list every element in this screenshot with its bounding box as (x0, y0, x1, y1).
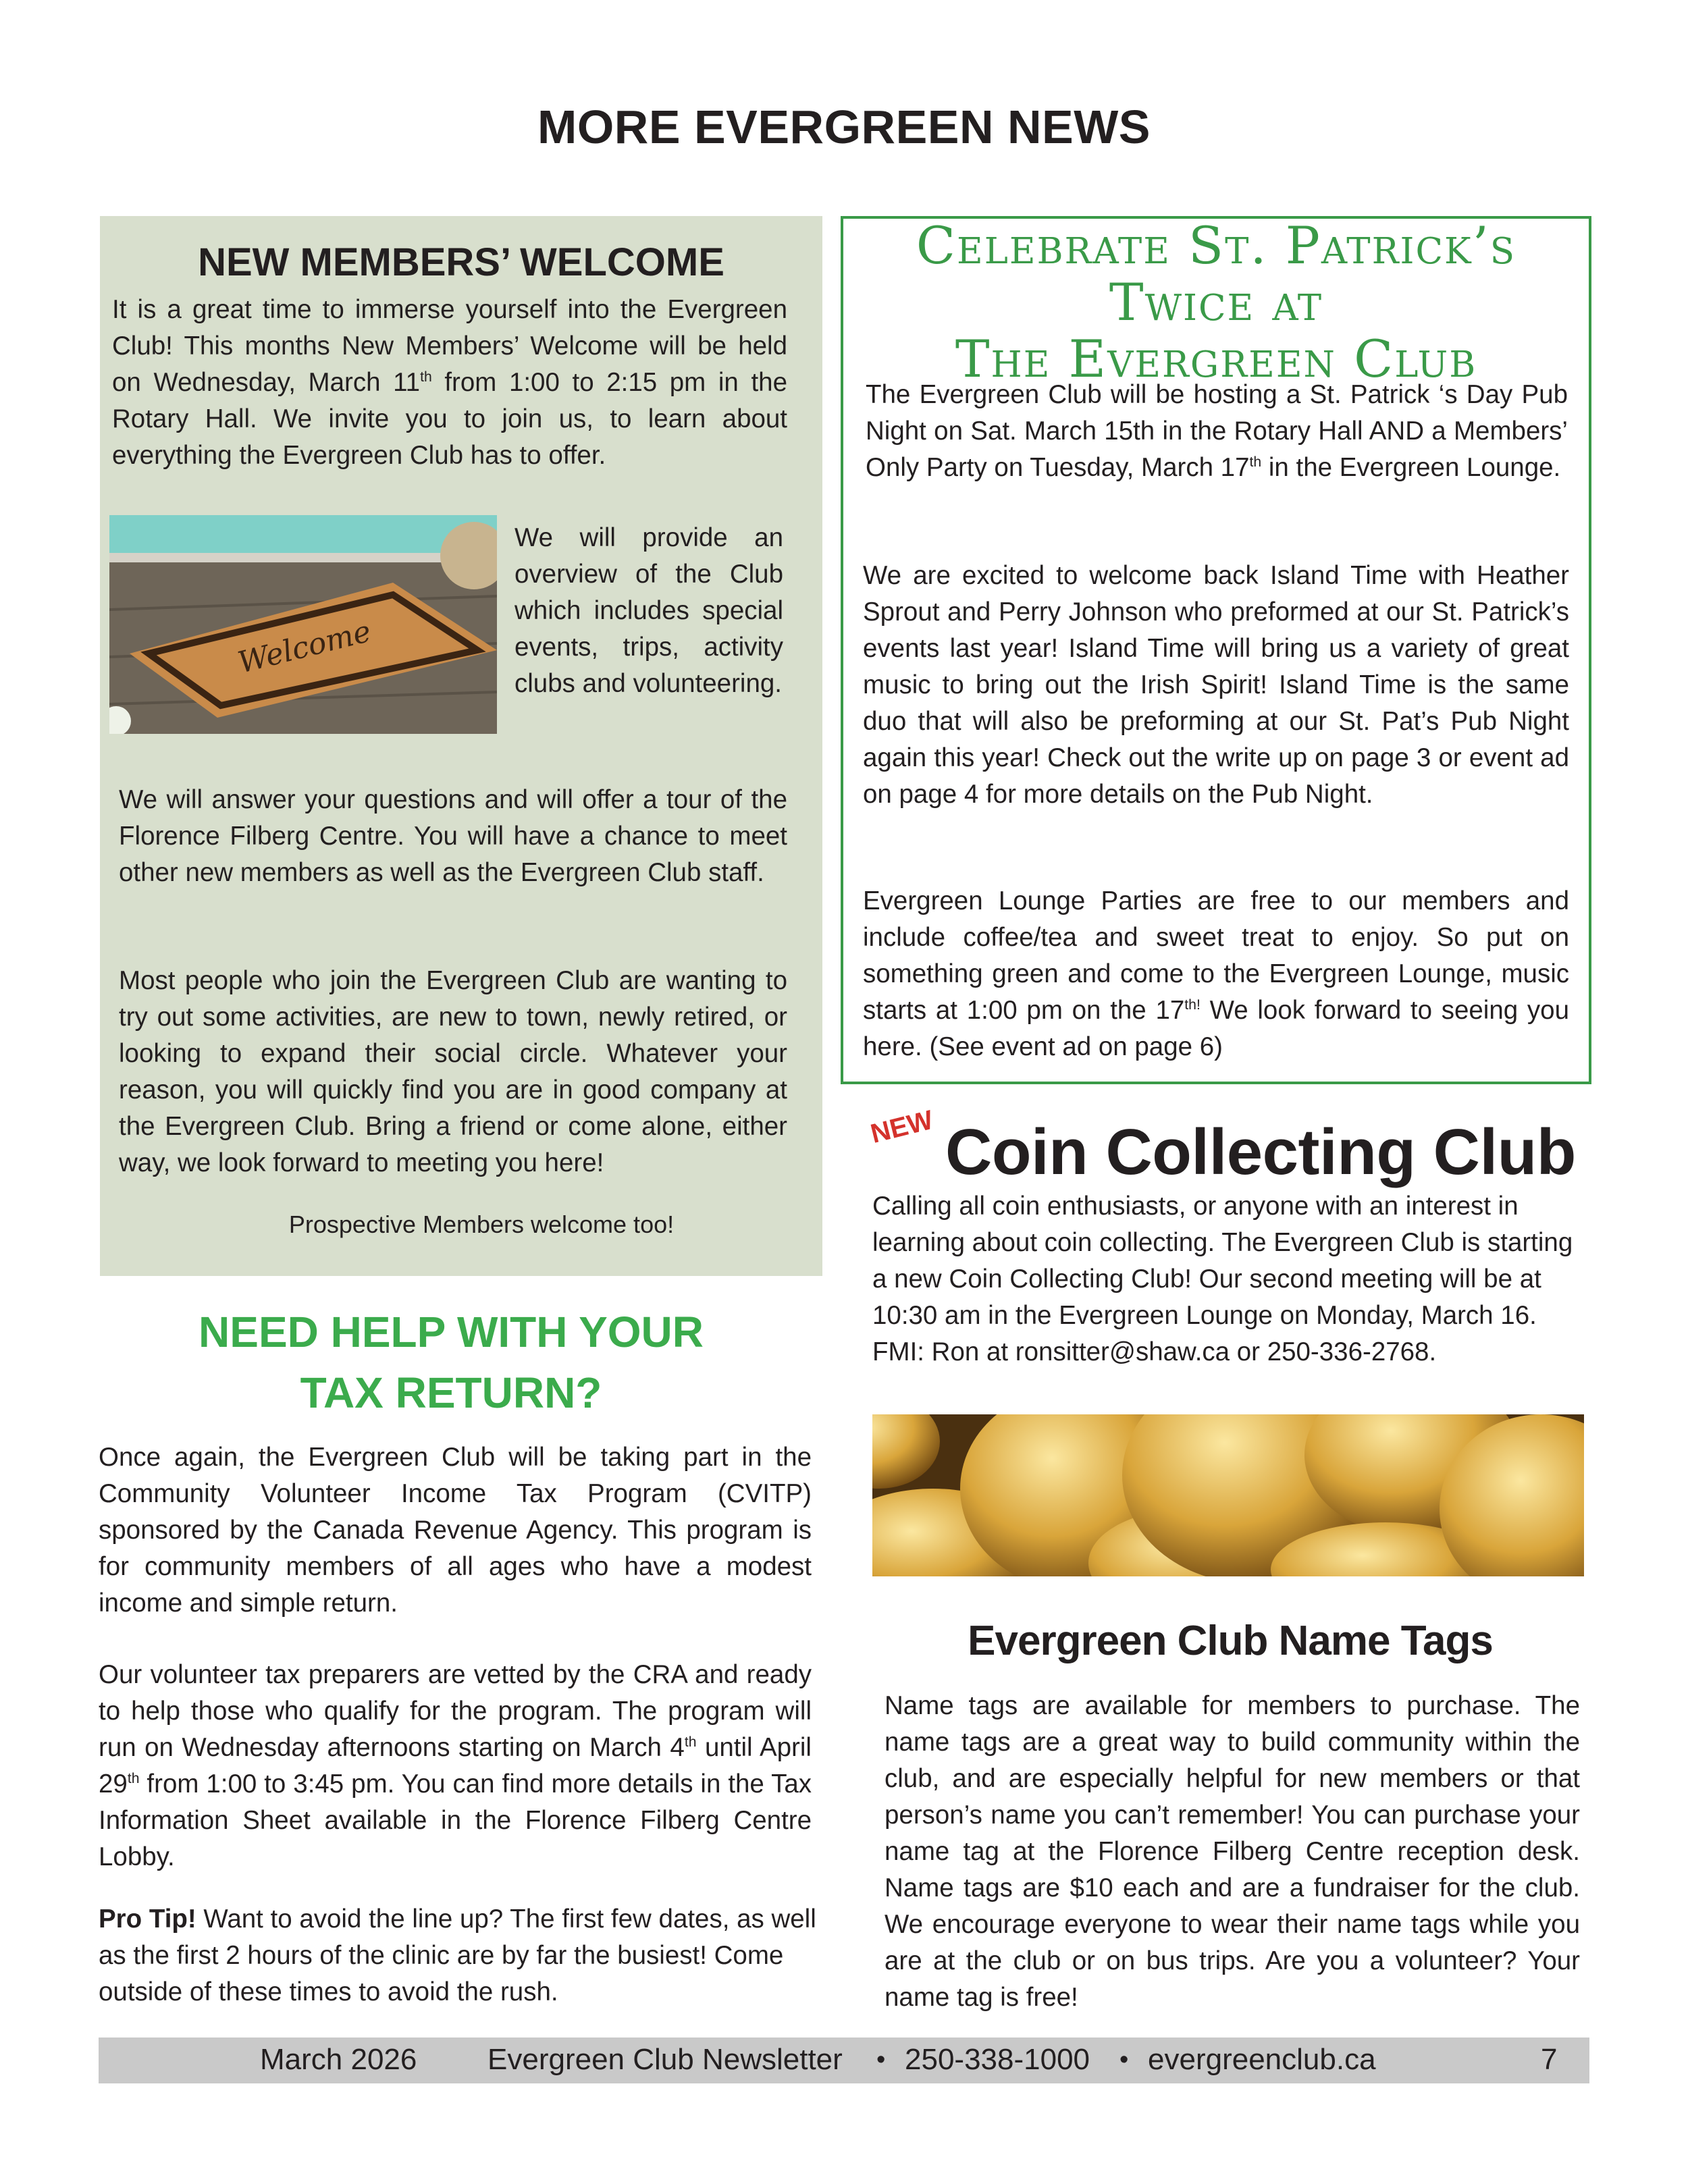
new-members-intro: It is a great time to immerse yourself into the Evergreen Club! This months New Members’ Welcome will be held on Wednesday, March 11th from 1:00 to 2:15 pm in the Rotary Hall. We invite you to join us, to learn about everything the Evergreen Club has to offer. (112, 295, 787, 470)
footer-phone: 250-338-1000 (905, 2043, 1090, 2076)
welcome-mat-image (109, 515, 497, 734)
welcome-mat-text: Welcome (234, 614, 375, 681)
new-members-reasons: Most people who join the Evergreen Club are wanting to try out some activities, are new to town, newly retired, or looking to expand their social circle. Whatever your reason, you will quickly find you are in good company at the Evergreen Club. Bring a friend or come alone, either way, we look forward to meeting you here! (119, 966, 787, 1177)
new-members-title: NEW MEMBERS’ WELCOME (198, 240, 724, 284)
footer-bullet: • (876, 2046, 886, 2074)
page-number: 7 (1541, 2043, 1558, 2076)
st-patricks-title: Celebrate St. Patrick’s Twice at The Evergreen Club (916, 215, 1516, 389)
tax-heading: NEED HELP WITH YOUR TAX RETURN? (199, 1308, 704, 1417)
tax-pro-tip: Pro Tip! Want to avoid the line up? The first few dates, as well as the first 2 hours of the clinic are by far the busiest! Come outside of these times to avoid the rush. (99, 1905, 816, 2006)
footer-date: March 2026 (260, 2043, 417, 2076)
footer-bullet: • (1119, 2046, 1129, 2074)
prospective-members-note: Prospective Members welcome too! (288, 1210, 675, 1238)
footer-website: evergreenclub.ca (1148, 2043, 1376, 2076)
tax-intro: Once again, the Evergreen Club will be taking part in the Community Volunteer Income Tax Program (CVITP) sponsored by the Canada Revenue Agency. This program is for community members of all ages who have a modest income and simple return. (99, 1443, 812, 1618)
new-badge: NEW (868, 1104, 937, 1150)
coin-club-heading: Coin Collecting Club (945, 1116, 1576, 1188)
st-patricks-music: We are excited to welcome back Island Time with Heather Sprout and Perry Johnson who preformed at our St. Patrick’s events last year! Island Time will bring us a variety of great music to bring out the Irish Spirit! Island Time is the same duo that will also be preforming at our St. Pat’s Pub Night again this year! Check out the write up on page 3 or event ad on page 4 for more details on the Pub Night. (863, 561, 1569, 809)
st-patricks-events: The Evergreen Club will be hosting a St. Patrick ‘s Day Pub Night on Sat. March 15th in the Rotary Hall AND a Members’ Only Party on Tuesday, March 17th in the Evergreen Lounge. (866, 380, 1568, 482)
new-members-overview: We will provide an overview of the Club which includes special events, trips, activity clubs and volunteering. (515, 523, 783, 698)
gold-coins-image (872, 1414, 1584, 1576)
footer-newsletter-name: Evergreen Club Newsletter (487, 2043, 843, 2076)
name-tags-heading: Evergreen Club Name Tags (968, 1618, 1493, 1664)
st-patricks-lounge: Evergreen Lounge Parties are free to our members and include coffee/tea and sweet treat to enjoy. So put on something green and come to the Evergreen Lounge, music starts at 1:00 pm on the $17^{th!}$ We look forward to seeing you here. (See event ad on page 6) (863, 886, 1569, 1061)
coin-club-text: Calling all coin enthusiasts, or anyone with an interest in learning about coin collecting. The Evergreen Club is starting a new Coin Collecting Club! Our second meeting will be at 10:30 am in the Evergreen Lounge on Monday, March 16. FMI: Ron at ronsitter@shaw.ca or 250-336-2768. (872, 1192, 1573, 1366)
name-tags-text: Name tags are available for members to purchase. The name tags are a great way to build community within the club, and are especially helpful for new members or that person’s name you can’t remember! You can purchase your name tag at the Florence Filberg Centre reception desk. Name tags are $10 each and are a fundraiser for the club. We encourage everyone to wear their name tags while you are at the club or on bus trips. Are you a volunteer? Your name tag is free! (885, 1691, 1580, 2012)
tax-details: Our volunteer tax preparers are vetted by the CRA and ready to help those who qualify for the program. The program will run on Wednesday afternoons starting on March 4th until April 29th from 1:00 to 3:45 pm. You can find more details in the Tax Information Sheet available in the Florence Filberg Centre Lobby. (99, 1660, 812, 1871)
page-title: MORE EVERGREEN NEWS (537, 101, 1151, 153)
new-members-tour: We will answer your questions and will offer a tour of the Florence Filberg Centre. You will have a chance to meet other new members as well as the Evergreen Club staff. (119, 785, 787, 887)
